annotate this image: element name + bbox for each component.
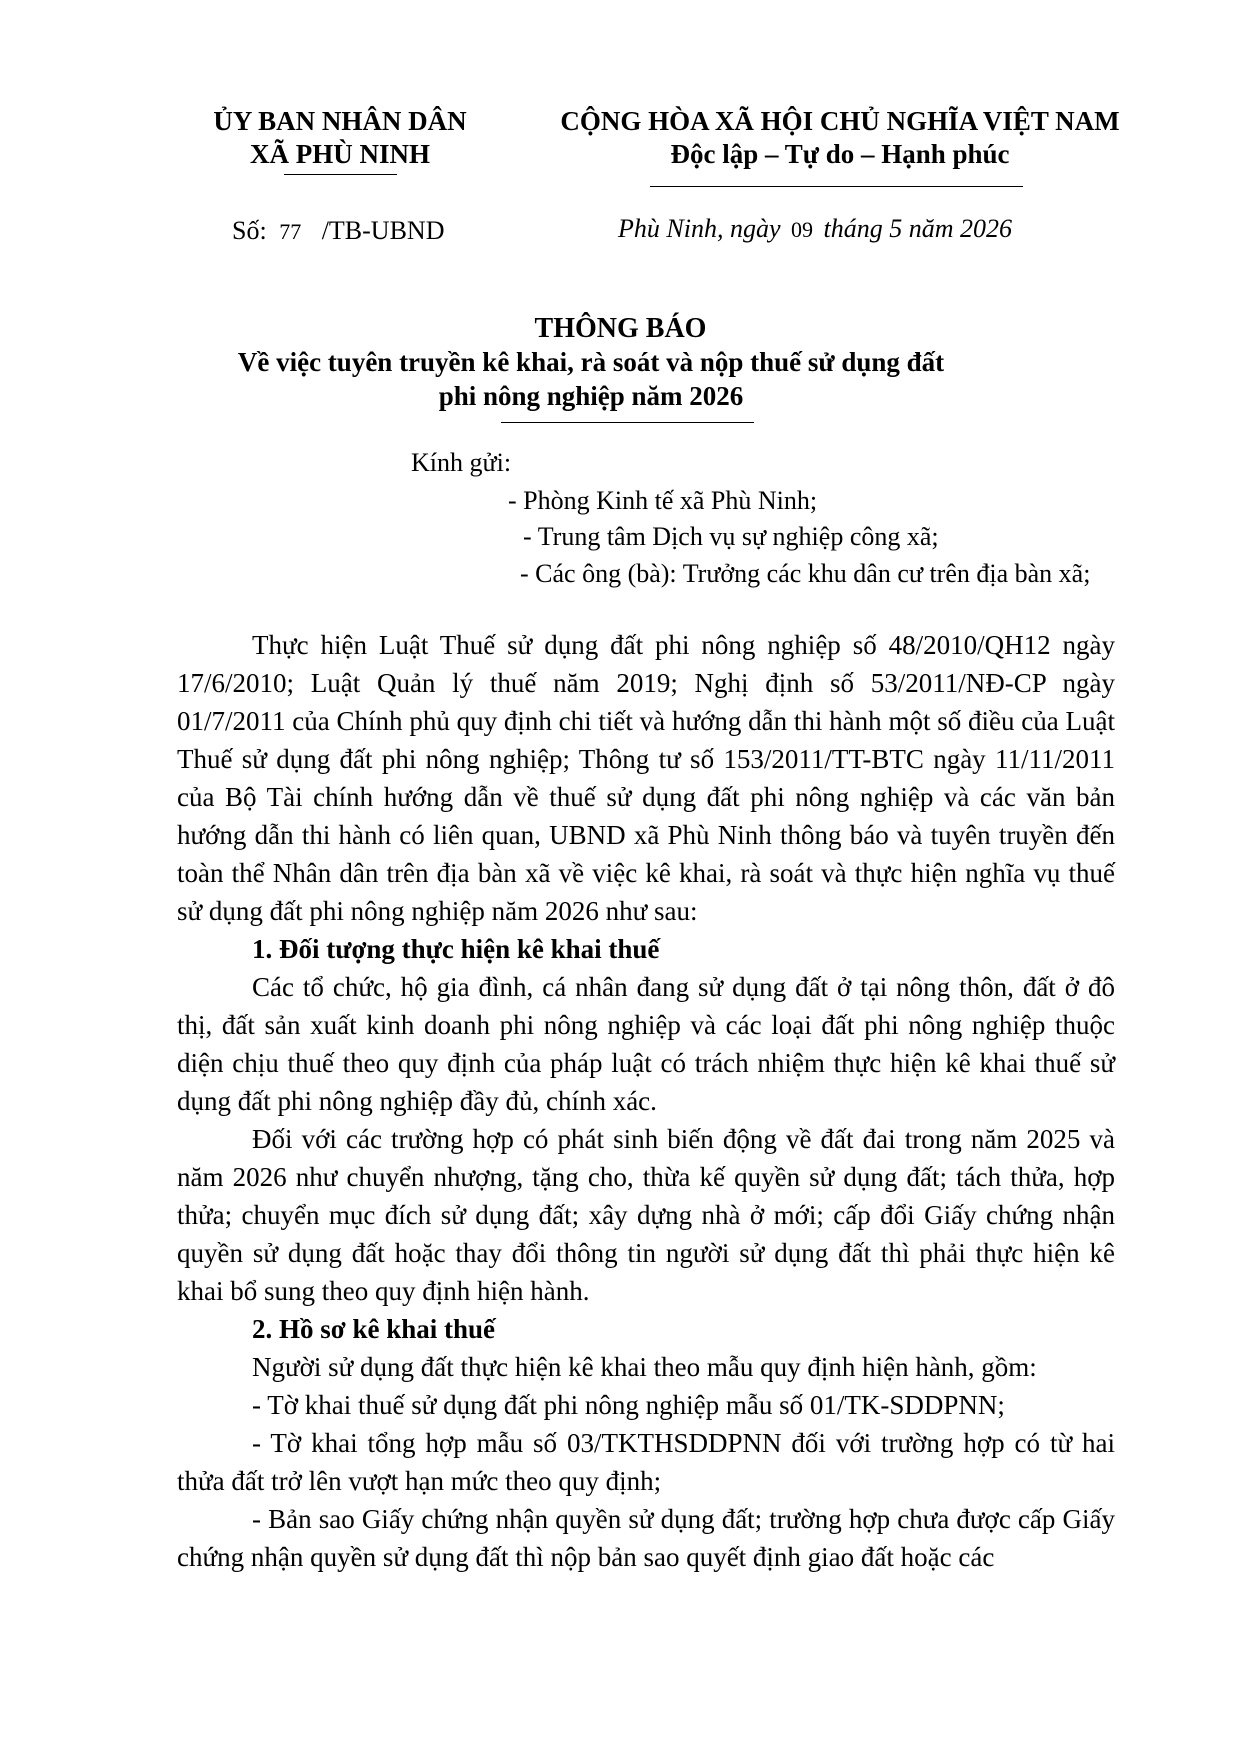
- title-underline: [501, 422, 754, 423]
- recipient-item: - Phòng Kinh tế xã Phù Ninh;: [508, 486, 818, 515]
- intro-paragraph: Thực hiện Luật Thuế sử dụng đất phi nông nghiệp số 48/2010/QH12 ngày 17/6/2010; Luật Quản lý thuế năm 2019; Nghị định số 53/2011/NĐ-CP ngày 01/7/2011 của Chính phủ quy định chi tiết và hướng dẫn thi hành một số điều của Luật Thuế sử dụng đất phi nông nghiệp; Thông tư số 153/2011/TT-BTC ngày 11/11/2011 của Bộ Tài chính hướng dẫn về thuế sử dụng đất phi nông nghiệp và các văn bản hướng dẫn thi hành có liên quan, UBND xã Phù Ninh thông báo và tuyên truyền đến toàn thể Nhân dân trên địa bàn xã về việc kê khai, rà soát và thực hiện nghĩa vụ thuế sử dụng đất phi nông nghiệp năm 2026 như sau:: [177, 630, 1115, 926]
- date-place: Phù Ninh, ngày: [618, 214, 781, 243]
- doc-number-suffix: /TB-UBND: [321, 216, 445, 245]
- issuing-authority: [190, 106, 490, 170]
- document-body: [177, 626, 1115, 1576]
- motto-underline: [650, 186, 1023, 187]
- document-subject-line2: phi nông nghiệp năm 2026: [438, 381, 744, 411]
- national-motto: [555, 106, 1125, 170]
- section-2-item-1: - Tờ khai thuế sử dụng đất phi nông nghiệp mẫu số 01/TK-SDDPNN;: [252, 1390, 1005, 1420]
- recipient-item: - Các ông (bà): Trưởng các khu dân cư trên địa bàn xã;: [520, 559, 1091, 588]
- section-2-item-2: - Tờ khai tổng hợp mẫu số 03/TKTHSDDPNN đối với trường hợp có từ hai thửa đất trở lên vượt hạn mức theo quy định;: [177, 1428, 1115, 1496]
- section-1-paragraph-1: Các tổ chức, hộ gia đình, cá nhân đang sử dụng đất ở tại nông thôn, đất ở đô thị, đất sản xuất kinh doanh phi nông nghiệp và các loại đất phi nông nghiệp thuộc diện chịu thuế theo quy định của pháp luật có trách nhiệm thực hiện kê khai thuế sử dụng đất phi nông nghiệp đầy đủ, chính xác.: [177, 972, 1115, 1116]
- recipient-item: - Trung tâm Dịch vụ sự nghiệp công xã;: [523, 522, 939, 551]
- date-day: 09: [791, 217, 813, 242]
- date-rest: tháng 5 năm 2026: [823, 214, 1012, 243]
- authority-line2: XÃ PHÙ NINH: [250, 139, 430, 169]
- section-1-paragraph-2: Đối với các trường hợp có phát sinh biến động về đất đai trong năm 2025 và năm 2026 như chuyển nhượng, tặng cho, thừa kế quyền sử dụng đất; tách thửa, hợp thửa; chuyển mục đích sử dụng đất; xây dựng nhà ở mới; cấp đổi Giấy chứng nhận quyền sử dụng đất hoặc thay đổi thông tin người sử dụng đất thì phải thực hiện kê khai bổ sung theo quy định hiện hành.: [177, 1124, 1115, 1306]
- section-2-item-3: - Bản sao Giấy chứng nhận quyền sử dụng đất; trường hợp chưa được cấp Giấy chứng nhận quyền sử dụng đất thì nộp bản sao quyết định giao đất hoặc các: [177, 1504, 1115, 1572]
- doc-number-prefix: Số:: [232, 216, 267, 245]
- doc-number-value: 77: [279, 219, 302, 244]
- motto-line2: Độc lập – Tự do – Hạnh phúc: [670, 139, 1010, 169]
- motto-line1: CỘNG HÒA XÃ HỘI CHỦ NGHĨA VIỆT NAM: [560, 106, 1120, 136]
- recipients-label: Kính gửi:: [411, 448, 512, 477]
- authority-underline: [284, 174, 397, 175]
- date-line: [618, 214, 1012, 244]
- section-2-heading: 2. Hồ sơ kê khai thuế: [252, 1314, 495, 1344]
- document-title: THÔNG BÁO: [534, 313, 707, 344]
- authority-line1: ỦY BAN NHÂN DÂN: [213, 106, 467, 136]
- document-number: [232, 216, 444, 246]
- section-2-paragraph-1: Người sử dụng đất thực hiện kê khai theo mẫu quy định hiện hành, gồm:: [252, 1352, 1037, 1382]
- document-subject-line1: Về việc tuyên truyền kê khai, rà soát và nộp thuế sử dụng đất: [237, 347, 945, 377]
- section-1-heading: 1. Đối tượng thực hiện kê khai thuế: [252, 934, 660, 964]
